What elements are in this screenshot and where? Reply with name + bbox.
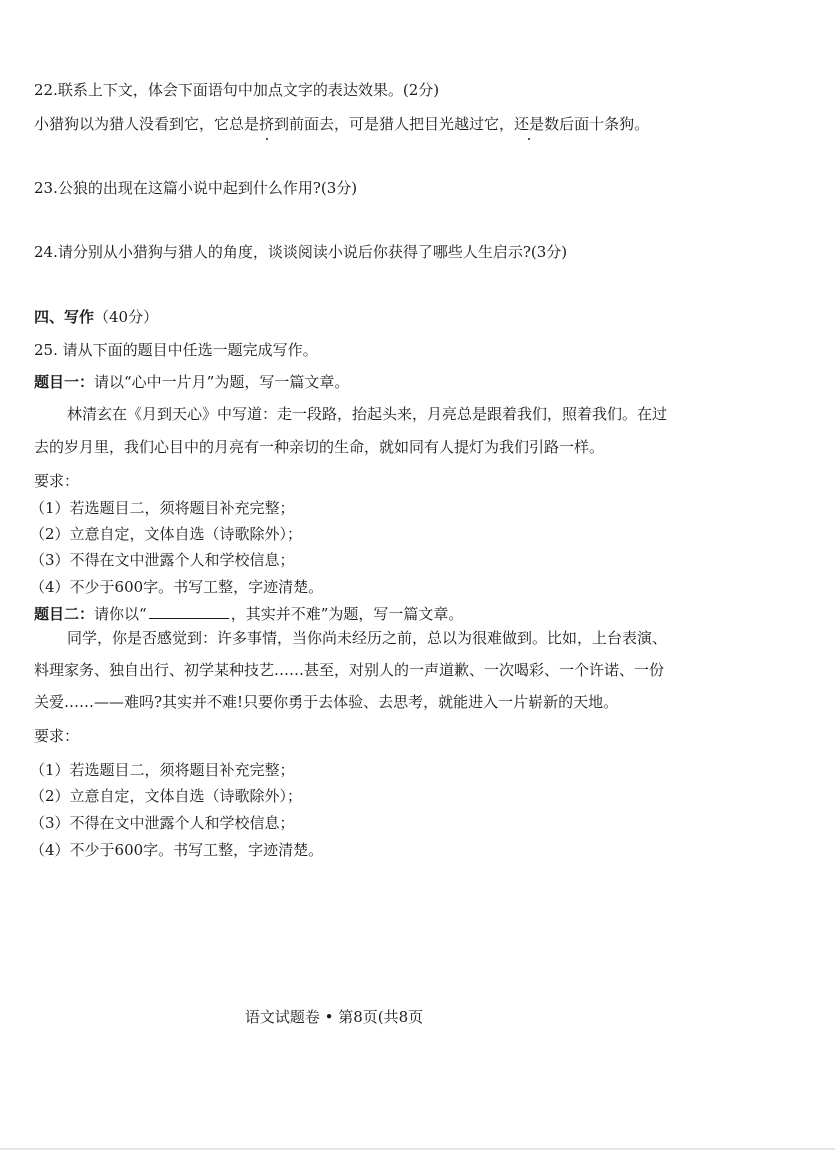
topic2-req-3: （3）不得在文中泄露个人和学校信息；: [30, 814, 295, 832]
topic2-para-line-3: 关爱……——难吗?其实并不难!只要你勇于去体验、去思考，就能进入一片崭新的天地。: [34, 693, 619, 711]
topic2-req-2: （2）立意自定，文体自选（诗歌除外）；: [30, 787, 303, 805]
page-footer: 语文试题卷 • 第8页(共8页: [244, 1008, 424, 1026]
topic1-req-2: （2）立意自定，文体自选（诗歌除外）；: [30, 525, 303, 543]
topic2-req-label: 要求：: [34, 727, 80, 745]
q22-prompt: 22.联系上下文，体会下面语句中加点文字的表达效果。(2分): [34, 81, 440, 99]
topic1-req-1: （1）若选题目二，须将题目补充完整；: [30, 499, 295, 517]
q22-dotted-word-2: 还是: [514, 115, 545, 133]
topic1-heading: [34, 372, 349, 392]
q22-sentence: [34, 114, 649, 134]
topic1-label: 题目一：: [34, 373, 95, 391]
topic2-title-blank: [149, 604, 229, 619]
topic1-para-line-2: 去的岁月里，我们心目中的月亮有一种亲切的生命，就如同有人提灯为我们引路一样。: [34, 438, 605, 456]
q22-sentence-part-b: 到前面去，可是猎人把目光越过它，: [274, 115, 515, 133]
section4-score: （40分）: [94, 308, 159, 326]
section4-title: 四、写作: [34, 308, 95, 326]
topic2-req-4: （4）不少于600字。书写工整，字迹清楚。: [30, 841, 324, 859]
q22-dotted-word-1: 挤: [259, 115, 275, 133]
topic1-req-4: （4）不少于600字。书写工整，字迹清楚。: [30, 578, 324, 596]
q25-prompt: 25. 请从下面的题目中任选一题完成写作。: [34, 341, 318, 359]
q24-prompt: 24.请分别从小猎狗与猎人的角度，谈谈阅读小说后你获得了哪些人生启示?(3分): [34, 243, 568, 261]
topic1-req-label: 要求：: [34, 472, 80, 490]
topic1-req-3: （3）不得在文中泄露个人和学校信息；: [30, 551, 295, 569]
topic2-text-a: 请你以“: [94, 605, 147, 623]
topic1-text: 请以“心中一片月”为题，写一篇文章。: [94, 373, 350, 391]
topic2-heading: [34, 604, 463, 624]
topic2-para-line-1: 同学，你是否感觉到：许多事情，当你尚未经历之前，总以为很难做到。比如，上台表演、: [67, 629, 668, 647]
page-bottom-divider: [0, 1148, 835, 1150]
topic2-req-1: （1）若选题目二，须将题目补充完整；: [30, 761, 295, 779]
section4-heading: [34, 307, 158, 327]
q22-sentence-part-c: 数后面十条狗。: [544, 115, 650, 133]
topic2-text-b: ，其实并不难”为题，写一篇文章。: [230, 605, 464, 623]
q23-prompt: 23.公狼的出现在这篇小说中起到什么作用?(3分): [34, 179, 358, 197]
topic1-para-line-1: 林清玄在《月到天心》中写道：走一段路，抬起头来，月亮总是跟着我们，照着我们。在过: [67, 405, 668, 423]
topic2-para-line-2: 料理家务、独自出行、初学某种技艺……甚至，对别人的一声道歉、一次喝彩、一个许诺、一份: [34, 661, 665, 679]
topic2-label: 题目二：: [34, 605, 95, 623]
q22-sentence-part-a: 小猎狗以为猎人没看到它，它总是: [34, 115, 260, 133]
